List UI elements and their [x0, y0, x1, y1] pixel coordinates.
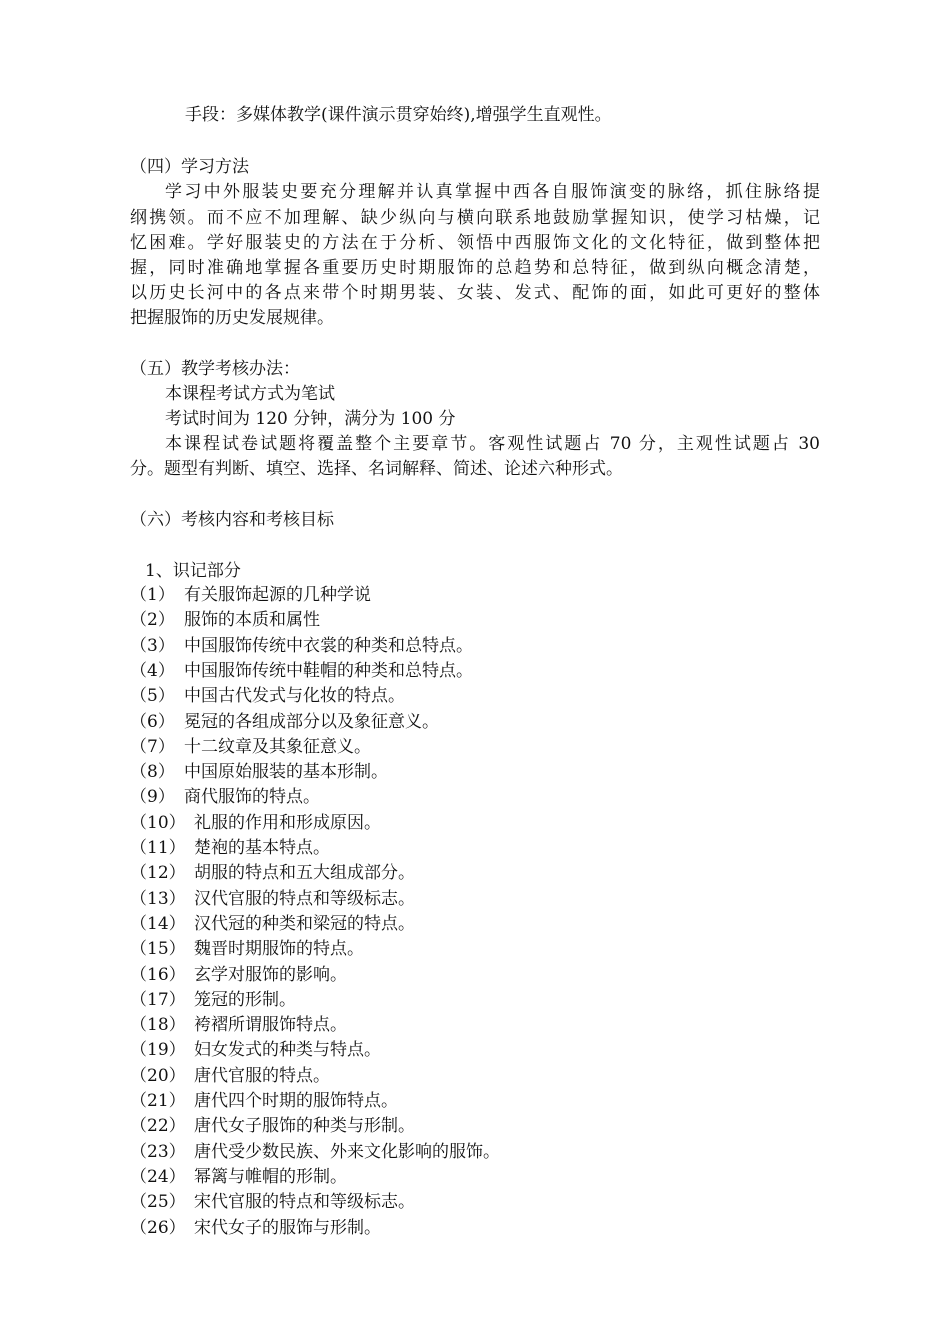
- list-item-number: （12）: [130, 863, 186, 884]
- list-item: [130, 811, 381, 836]
- list-item: [130, 1038, 381, 1063]
- list-item-text: 楚袍的基本特点。: [194, 838, 330, 858]
- section-4-paragraph-line: 以历史长河中的各点来带个时期男装、女装、发式、配饰的面，如此可更好的整体: [130, 283, 820, 303]
- list-item-number: （25）: [130, 1192, 186, 1213]
- list-item-number: （18）: [130, 1015, 186, 1036]
- section-4-paragraph-line: 学习中外服装史要充分理解并认真掌握中西各自服饰演变的脉络，抓住脉络提: [165, 182, 820, 202]
- list-item-text: 汉代官服的特点和等级标志。: [194, 888, 415, 909]
- list-item-number: （17）: [130, 989, 186, 1010]
- list-item-number: （13）: [130, 888, 186, 909]
- memorization-subheading: 1、识记部分: [145, 561, 241, 581]
- list-item-text: 十二纹章及其象征意义。: [184, 736, 371, 757]
- list-item-text: 商代服饰的特点。: [184, 787, 320, 808]
- exam-format: 本课程考试方式为笔试: [165, 384, 335, 404]
- list-item: [130, 912, 415, 937]
- list-item-text: 胡服的特点和五大组成部分。: [194, 863, 415, 884]
- list-item-text: 中国古代发式与化妆的特点。: [184, 686, 405, 707]
- list-item-text: 冕冠的各组成部分以及象征意义。: [184, 711, 439, 732]
- list-item-number: （11）: [130, 838, 186, 858]
- exam-question-types: 分。题型有判断、填空、选择、名词解释、简述、论述六种形式。: [130, 459, 623, 479]
- list-item: [130, 1013, 347, 1038]
- list-item: [130, 659, 473, 684]
- list-item: [130, 634, 473, 659]
- list-item: [130, 861, 415, 886]
- list-item-text: 服饰的本质和属性: [184, 610, 320, 631]
- list-item-text: 宋代官服的特点和等级标志。: [194, 1192, 415, 1213]
- list-item-text: 有关服饰起源的几种学说: [184, 585, 371, 605]
- list-item-number: （6）: [130, 711, 175, 732]
- list-item-number: （14）: [130, 913, 186, 934]
- list-item-number: （20）: [130, 1065, 186, 1086]
- section-4-heading: （四）学习方法: [130, 157, 249, 177]
- section-4-paragraph-line: 握，同时准确地掌握各重要历史时期服饰的总趋势和总特征，做到纵向概念清楚，: [130, 258, 820, 278]
- section-4-paragraph-line: 纲携领。而不应不加理解、缺少纵向与横向联系地鼓励掌握知识，使学习枯燥，记: [130, 208, 820, 228]
- list-item: [130, 1089, 398, 1114]
- section-4-paragraph-line: 把握服饰的历史发展规律。: [130, 308, 334, 328]
- list-item-number: （5）: [130, 686, 175, 707]
- exam-duration: 考试时间为 120 分钟，满分为 100 分: [165, 409, 456, 429]
- list-item-text: 唐代官服的特点。: [194, 1065, 330, 1086]
- list-item-number: （23）: [130, 1141, 186, 1162]
- list-item-number: （3）: [130, 635, 175, 656]
- list-item-number: （8）: [130, 762, 175, 783]
- list-item: [130, 1165, 347, 1190]
- list-item-number: （2）: [130, 610, 175, 631]
- list-item-text: 唐代受少数民族、外来文化影响的服饰。: [194, 1141, 500, 1162]
- list-item: [130, 1190, 415, 1215]
- list-item-text: 唐代四个时期的服饰特点。: [194, 1091, 398, 1111]
- list-item-text: 唐代女子服饰的种类与形制。: [194, 1116, 415, 1137]
- list-item-number: （9）: [130, 787, 175, 808]
- list-item-text: 中国原始服装的基本形制。: [184, 762, 388, 783]
- exam-coverage: 本课程试卷试题将覆盖整个主要章节。客观性试题占 70 分，主观性试题占 30: [165, 434, 820, 454]
- list-item-text: 汉代冠的种类和梁冠的特点。: [194, 913, 415, 934]
- list-item-text: 中国服饰传统中鞋帽的种类和总特点。: [184, 660, 473, 681]
- list-item: [130, 887, 415, 912]
- list-item: [130, 1216, 381, 1241]
- list-item-text: 笼冠的形制。: [194, 989, 296, 1010]
- list-item-number: （1）: [130, 585, 175, 605]
- list-item: [130, 937, 364, 962]
- list-item: [130, 988, 296, 1013]
- list-item-number: （16）: [130, 964, 186, 985]
- list-item-text: 魏晋时期服饰的特点。: [194, 939, 364, 960]
- list-item-text: 袴褶所谓服饰特点。: [194, 1015, 347, 1036]
- list-item: [130, 1064, 330, 1089]
- list-item: [130, 735, 371, 760]
- list-item-number: （24）: [130, 1166, 186, 1187]
- list-item-number: （4）: [130, 660, 175, 681]
- list-item-number: （22）: [130, 1116, 186, 1137]
- list-item: [130, 583, 371, 608]
- list-item: [130, 608, 320, 633]
- list-item: [130, 760, 388, 785]
- list-item: [130, 785, 320, 810]
- list-item-number: （7）: [130, 736, 175, 757]
- list-item-number: （26）: [130, 1217, 186, 1238]
- section-4-paragraph-line: 忆困难。学好服装史的方法在于分析、领悟中西服饰文化的文化特征，做到整体把: [130, 233, 820, 253]
- list-item-text: 礼服的作用和形成原因。: [194, 812, 381, 833]
- list-item-number: （15）: [130, 939, 186, 960]
- list-item-text: 妇女发式的种类与特点。: [194, 1040, 381, 1061]
- list-item-text: 中国服饰传统中衣裳的种类和总特点。: [184, 635, 473, 656]
- list-item: [130, 710, 439, 735]
- list-item: [130, 1140, 500, 1165]
- teaching-means: 手段：多媒体教学(课件演示贯穿始终),增强学生直观性。: [185, 105, 612, 125]
- list-item: [130, 1114, 415, 1139]
- list-item-number: （21）: [130, 1091, 186, 1111]
- list-item-text: 玄学对服饰的影响。: [194, 964, 347, 985]
- list-item-number: （19）: [130, 1040, 186, 1061]
- section-5-heading: （五）教学考核办法：: [130, 359, 300, 379]
- list-item-text: 幂篱与帷帽的形制。: [194, 1166, 347, 1187]
- list-item: [130, 684, 405, 709]
- list-item-number: （10）: [130, 812, 186, 833]
- section-6-heading: （六）考核内容和考核目标: [130, 510, 334, 530]
- list-item-text: 宋代女子的服饰与形制。: [194, 1217, 381, 1238]
- list-item: [130, 836, 330, 861]
- list-item: [130, 963, 347, 988]
